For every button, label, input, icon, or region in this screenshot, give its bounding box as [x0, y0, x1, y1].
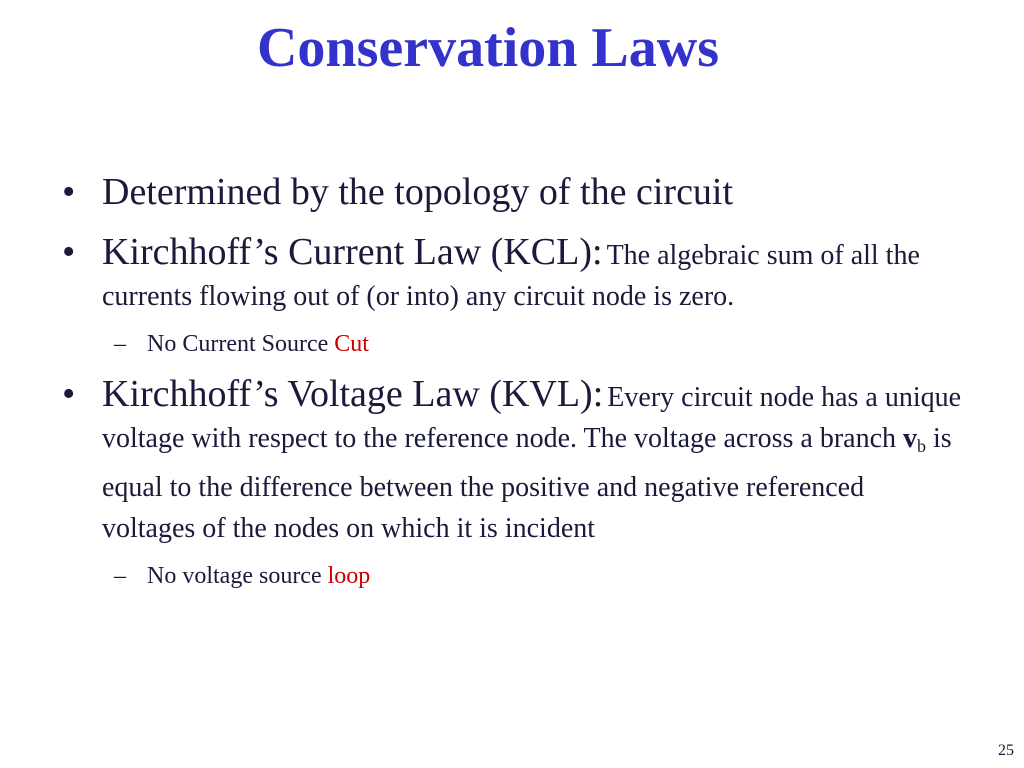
bullet-text: Determined by the topology of the circuit: [102, 171, 734, 213]
sub-point-text: No Current Source: [147, 330, 329, 357]
bullet-marker: •: [62, 171, 76, 213]
voltage-subscript: b: [917, 435, 927, 456]
page-number: 25: [998, 742, 1014, 759]
sub-point-highlight: loop: [327, 562, 371, 589]
kcl-definition: The algebraic sum of all the currents flowing out of (or into) any circuit node is zero.: [102, 239, 920, 312]
sub-point-text: No voltage source: [147, 562, 322, 589]
bullet-marker: •: [62, 230, 76, 273]
bullet-kcl: [62, 232, 962, 317]
kcl-sub-point: [62, 329, 962, 360]
sub-bullet-marker: –: [114, 562, 126, 589]
slide-body: [62, 172, 962, 592]
sub-point-highlight: Cut: [334, 330, 369, 357]
sub-bullet-marker: –: [114, 330, 126, 357]
bullet-topology: [62, 172, 962, 214]
kvl-heading: Kirchhoff’s Voltage Law (KVL):: [102, 372, 604, 415]
voltage-symbol: v: [903, 422, 918, 454]
bullet-kvl: [62, 374, 962, 549]
slide-title: Conservation Laws: [256, 17, 720, 79]
kvl-sub-point: [62, 561, 962, 592]
kvl-text-before: Every circuit node has a unique voltage with respect to the reference node. The voltage across a branch: [102, 381, 962, 454]
kcl-heading: Kirchhoff’s Current Law (KCL):: [102, 230, 603, 273]
bullet-marker: •: [62, 372, 76, 415]
kvl-text-after: is equal to the difference between the positive and negative referenced voltages of the nodes on which it is incident: [102, 422, 952, 544]
